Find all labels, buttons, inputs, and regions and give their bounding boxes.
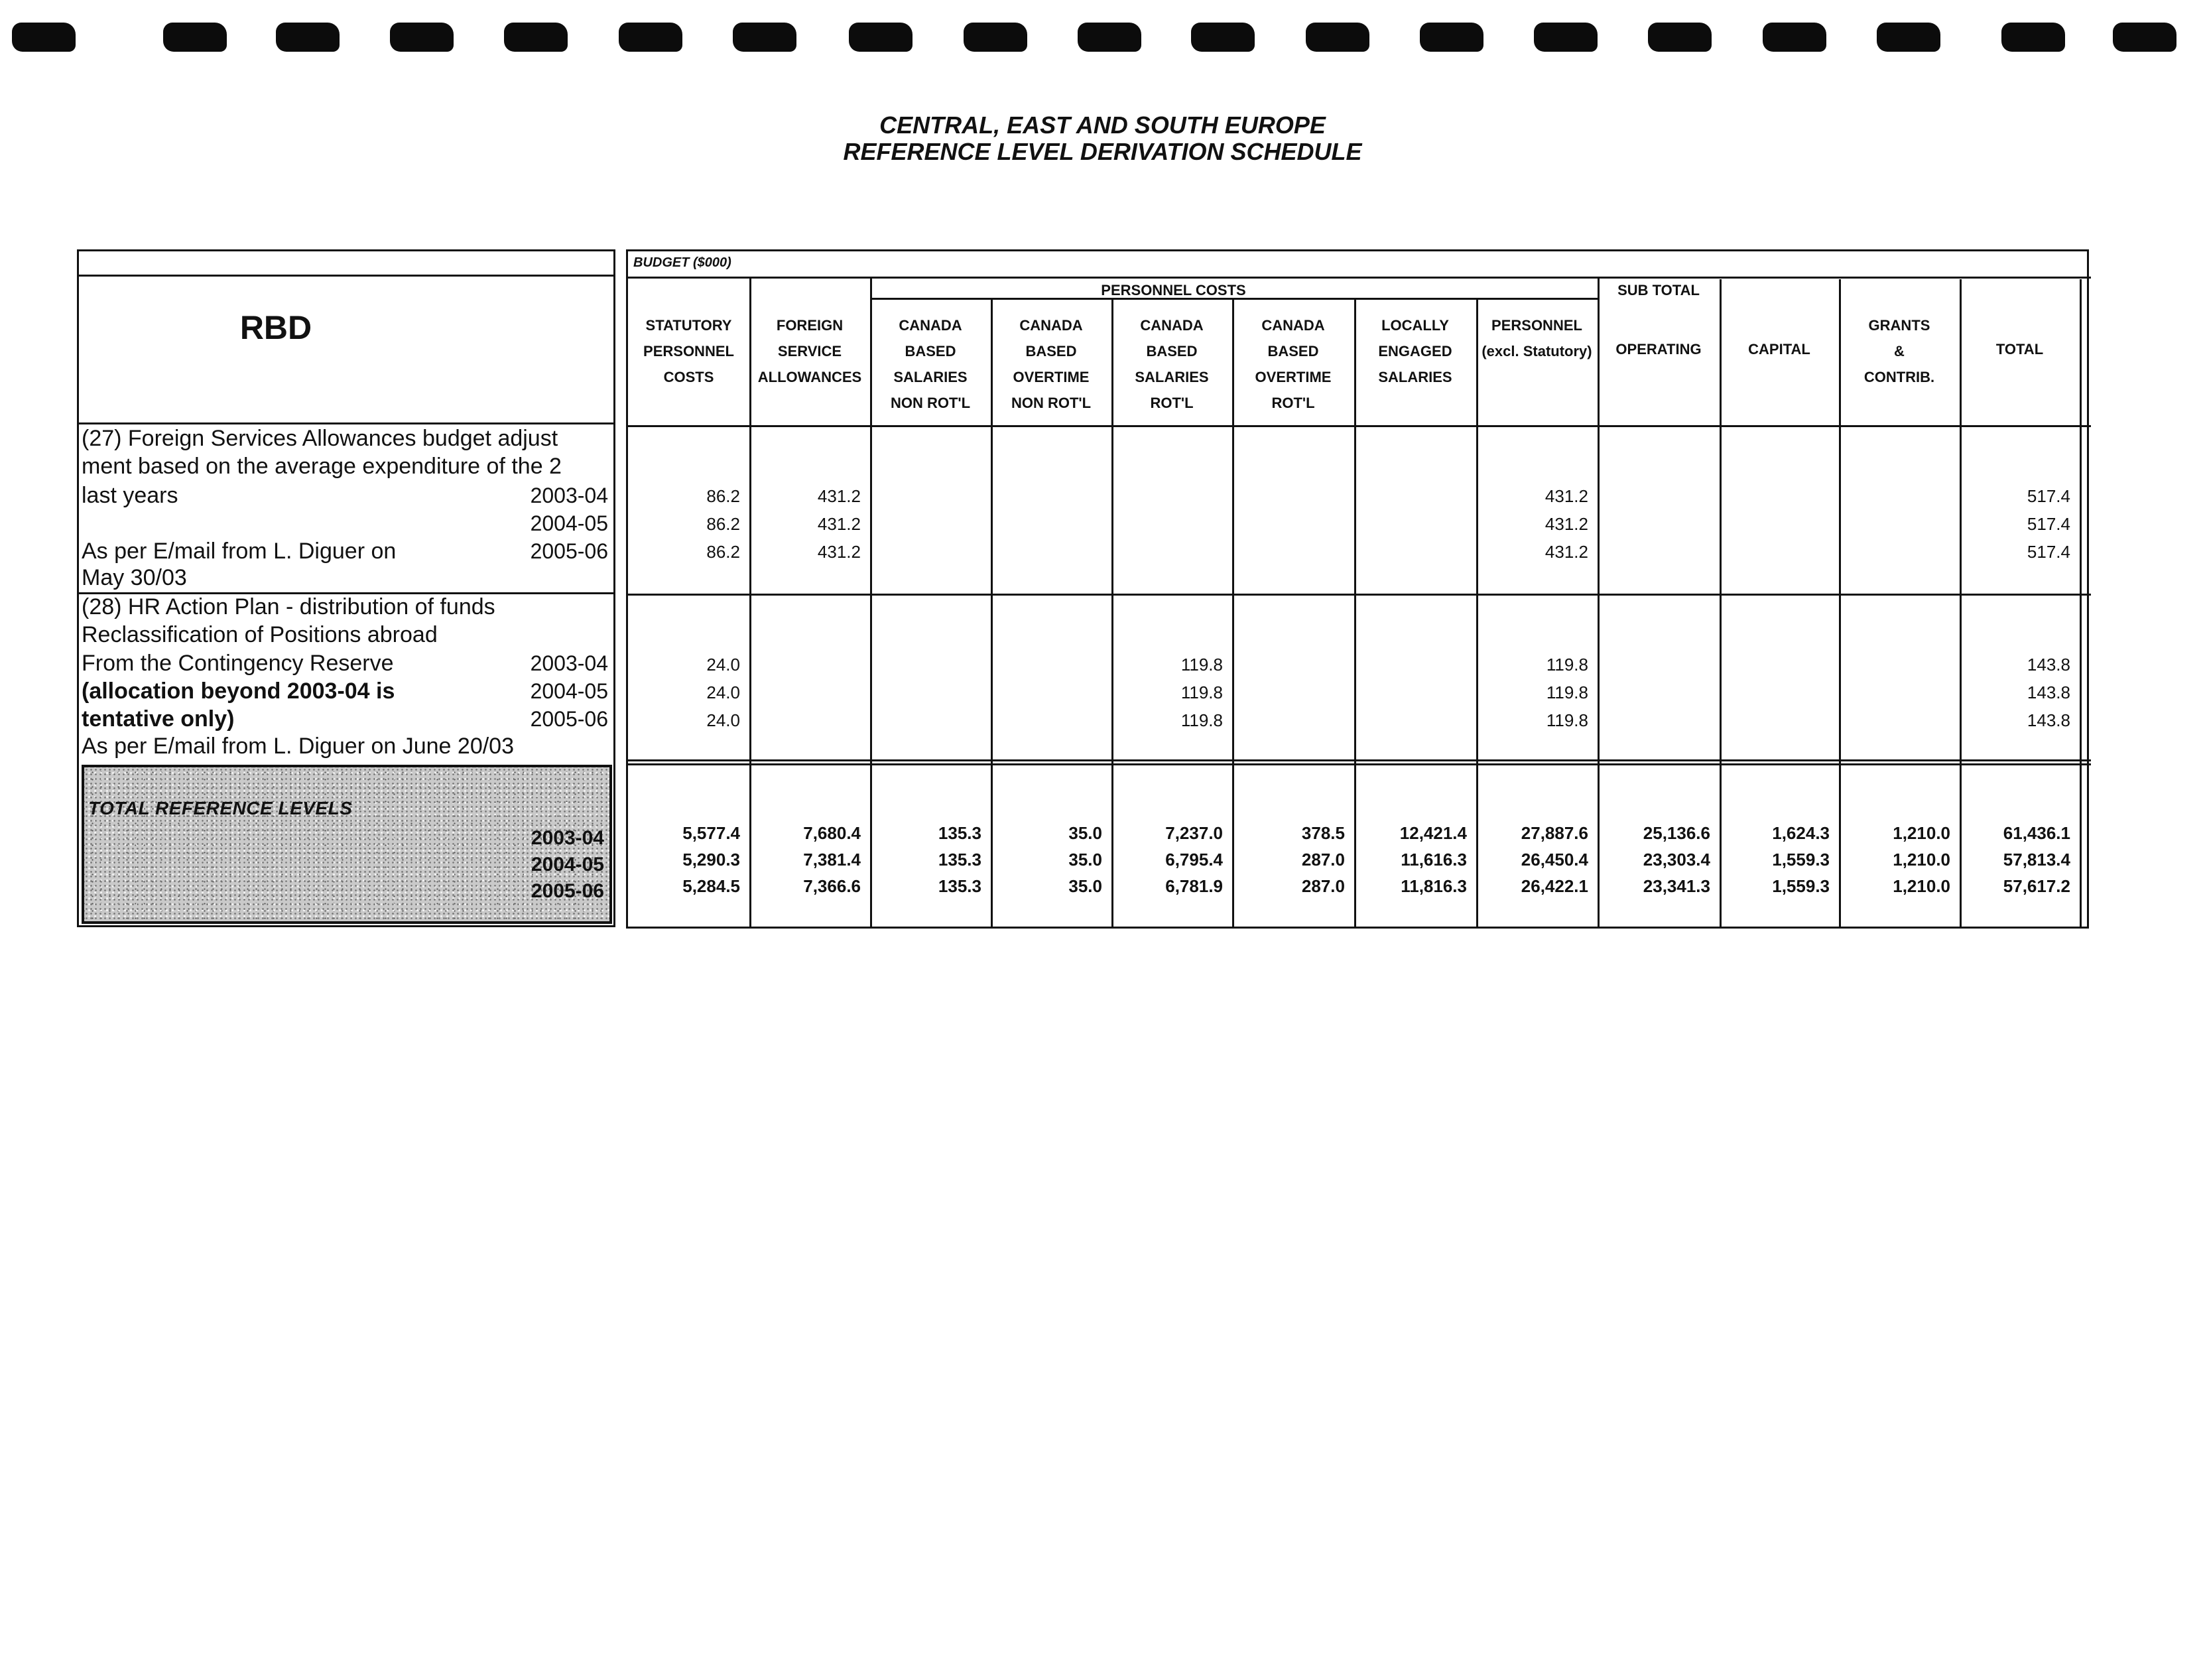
table-cell: 431.2 (817, 542, 861, 562)
table-cell: 143.8 (2027, 710, 2070, 730)
punch-hole (619, 23, 682, 52)
column-header: CAPITAL (1748, 341, 1810, 357)
punch-hole (1306, 23, 1369, 52)
grid-line (2080, 279, 2082, 928)
rbd-heading: RBD (239, 309, 312, 346)
item28-line: From the Contingency Reserve (82, 651, 394, 676)
table-cell: 6,795.4 (1165, 850, 1223, 870)
table-cell: 517.4 (2027, 514, 2070, 534)
table-cell: 431.2 (1544, 514, 1588, 534)
punch-hole (964, 23, 1027, 52)
punch-hole (1763, 23, 1826, 52)
table-cell: 119.8 (1180, 710, 1223, 730)
item28-line: (28) HR Action Plan - distribution of funds (82, 594, 495, 619)
table-cell: 24.0 (706, 710, 740, 730)
sub-total-label: SUB TOTAL (1617, 282, 1700, 298)
column-header: CANADA BASED SALARIES NON ROT'L (890, 317, 971, 411)
punch-hole (1420, 23, 1483, 52)
item27-year: 2004-05 (530, 511, 608, 535)
item27-line: last years (82, 483, 178, 508)
punch-hole (849, 23, 913, 52)
column-header: FOREIGN SERVICE ALLOWANCES (757, 317, 862, 385)
table-cell: 61,436.1 (2003, 823, 2070, 843)
total-year: 2003-04 (531, 827, 604, 849)
column-header: PERSONNEL (excl. Statutory) (1481, 317, 1592, 359)
table-cell: 1,559.3 (1772, 876, 1830, 896)
total-year: 2004-05 (531, 854, 604, 875)
column-header: GRANTS & CONTRIB. (1863, 317, 1935, 385)
item28-line: As per E/mail from L. Diguer on June 20/03 (82, 734, 514, 759)
budget-grid (626, 249, 2089, 929)
item28-line: tentative only) (82, 706, 235, 732)
grid-line (628, 277, 2091, 279)
table-cell: 5,290.3 (682, 850, 740, 870)
table-cell: 431.2 (817, 486, 861, 506)
table-cell: 7,680.4 (803, 823, 861, 843)
item28-year: 2003-04 (530, 651, 608, 675)
divider (79, 422, 613, 424)
table-cell: 35.0 (1068, 850, 1102, 870)
item27-year: 2005-06 (530, 539, 608, 563)
item27-line: (27) Foreign Services Allowances budget adjust (82, 426, 558, 451)
table-cell: 12,421.4 (1399, 823, 1467, 843)
punch-hole (504, 23, 568, 52)
grid-line (628, 759, 2091, 761)
table-cell: 86.2 (706, 542, 740, 562)
table-cell: 26,422.1 (1521, 876, 1588, 896)
punch-hole (12, 23, 76, 52)
table-cell: 517.4 (2027, 542, 2070, 562)
table-cell: 24.0 (706, 655, 740, 675)
total-reference-levels-label: TOTAL REFERENCE LEVELS (88, 798, 353, 818)
page-subtitle: REFERENCE LEVEL DERIVATION SCHEDULE (843, 138, 1362, 165)
grid-line (628, 763, 2091, 765)
punch-hole (1078, 23, 1141, 52)
punch-hole (1877, 23, 1940, 52)
table-cell: 7,237.0 (1165, 823, 1223, 843)
table-cell: 57,813.4 (2003, 850, 2070, 870)
table-cell: 5,577.4 (682, 823, 740, 843)
column-header: OPERATING (1615, 341, 1702, 357)
table-cell: 431.2 (1544, 542, 1588, 562)
table-cell: 135.3 (938, 823, 981, 843)
table-cell: 1,559.3 (1772, 850, 1830, 870)
personnel-costs-label: PERSONNEL COSTS (1101, 282, 1246, 298)
punch-hole (1534, 23, 1598, 52)
item28-line: Reclassification of Positions abroad (82, 622, 438, 647)
left-panel (77, 275, 615, 927)
table-cell: 7,381.4 (803, 850, 861, 870)
punch-hole (733, 23, 796, 52)
table-cell: 35.0 (1068, 823, 1102, 843)
table-cell: 11,816.3 (1401, 876, 1467, 896)
item28-year: 2005-06 (530, 707, 608, 731)
budget-label: BUDGET ($000) (633, 255, 731, 270)
table-cell: 27,887.6 (1521, 823, 1588, 843)
page-title: CENTRAL, EAST AND SOUTH EUROPE (879, 111, 1326, 139)
table-cell: 26,450.4 (1521, 850, 1588, 870)
table-cell: 6,781.9 (1165, 876, 1223, 896)
table-cell: 135.3 (938, 876, 981, 896)
item28-line: (allocation beyond 2003-04 is (82, 678, 395, 704)
table-cell: 119.8 (1180, 655, 1223, 675)
table-cell: 23,303.4 (1643, 850, 1710, 870)
table-cell: 35.0 (1068, 876, 1102, 896)
table-cell: 11,616.3 (1401, 850, 1467, 870)
table-cell: 7,366.6 (803, 876, 861, 896)
table-cell: 1,210.0 (1893, 823, 1950, 843)
item27-year: 2003-04 (530, 484, 608, 507)
column-header: CANADA BASED OVERTIME ROT'L (1255, 317, 1332, 411)
table-cell: 378.5 (1301, 823, 1345, 843)
binder-punch-marks (12, 23, 2174, 57)
punch-hole (1191, 23, 1255, 52)
grid-line (628, 425, 2091, 427)
column-header: CANADA BASED OVERTIME NON ROT'L (1011, 317, 1092, 411)
item27-line: May 30/03 (82, 565, 187, 590)
table-cell: 1,624.3 (1772, 823, 1830, 843)
table-cell: 431.2 (1544, 486, 1588, 506)
punch-hole (276, 23, 340, 52)
left-panel-top (77, 249, 615, 275)
table-cell: 1,210.0 (1893, 850, 1950, 870)
table-cell: 86.2 (706, 514, 740, 534)
table-cell: 23,341.3 (1643, 876, 1710, 896)
item28-year: 2004-05 (530, 679, 608, 703)
table-cell: 431.2 (817, 514, 861, 534)
table-cell: 517.4 (2027, 486, 2070, 506)
table-cell: 143.8 (2027, 655, 2070, 675)
table-cell: 57,617.2 (2003, 876, 2070, 896)
table-cell: 143.8 (2027, 682, 2070, 702)
column-header: STATUTORY PERSONNEL COSTS (643, 317, 734, 385)
total-reference-levels-box (82, 765, 612, 924)
punch-hole (163, 23, 227, 52)
table-cell: 24.0 (706, 682, 740, 702)
column-header: LOCALLY ENGAGED SALARIES (1378, 317, 1452, 385)
table-cell: 119.8 (1546, 682, 1588, 702)
punch-hole (2001, 23, 2065, 52)
table-cell: 119.8 (1546, 710, 1588, 730)
column-header: CANADA BASED SALARIES ROT'L (1135, 317, 1209, 411)
punch-hole (390, 23, 454, 52)
table-cell: 86.2 (706, 486, 740, 506)
total-year: 2005-06 (531, 880, 604, 902)
table-cell: 25,136.6 (1643, 823, 1710, 843)
table-cell: 119.8 (1546, 655, 1588, 675)
item27-line: As per E/mail from L. Diguer on (82, 539, 397, 564)
table-cell: 287.0 (1301, 876, 1345, 896)
punch-hole (2113, 23, 2176, 52)
column-header: TOTAL (1995, 341, 2044, 357)
table-cell: 1,210.0 (1893, 876, 1950, 896)
grid-line (628, 594, 2091, 596)
table-cell: 119.8 (1180, 682, 1223, 702)
punch-hole (1648, 23, 1712, 52)
table-cell: 287.0 (1301, 850, 1345, 870)
item27-line: ment based on the average expenditure of the 2 (82, 454, 562, 479)
table-cell: 135.3 (938, 850, 981, 870)
table-cell: 5,284.5 (682, 876, 740, 896)
